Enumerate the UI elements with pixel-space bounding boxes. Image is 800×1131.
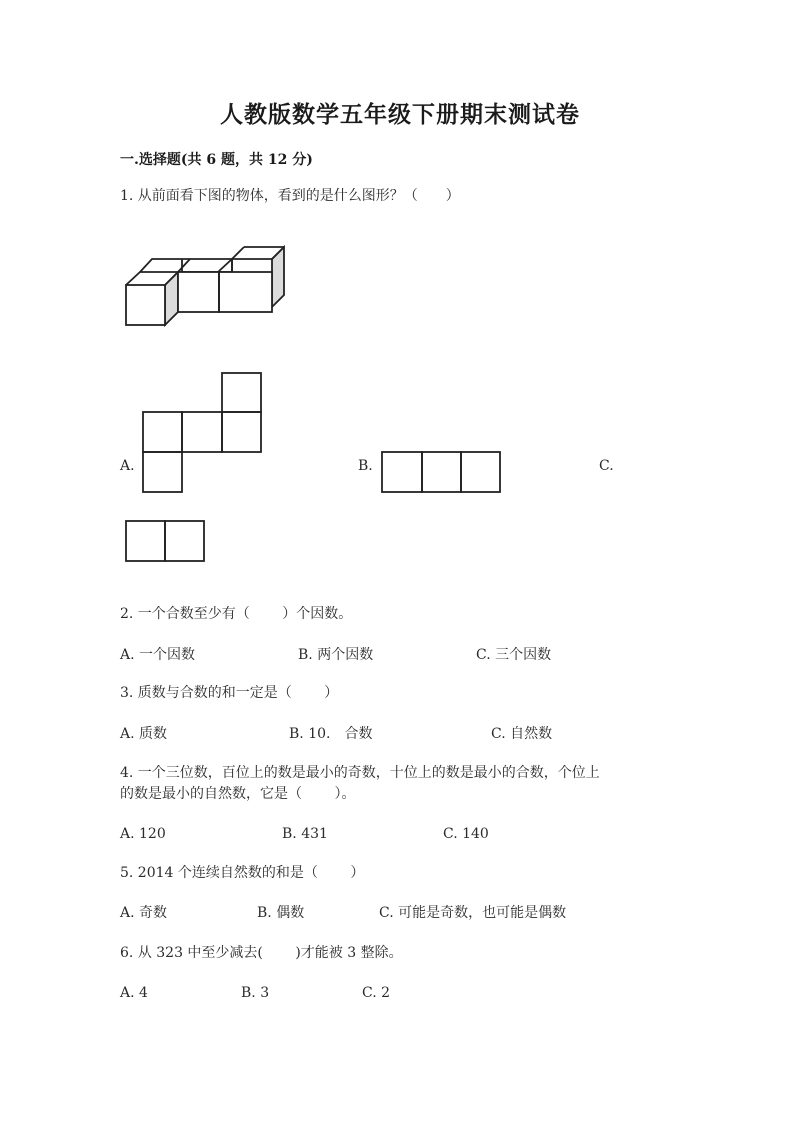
q2-option-c[interactable]: C. 三个因数	[476, 647, 552, 663]
q2-option-b[interactable]: B. 两个因数	[298, 647, 374, 663]
q3-option-c[interactable]: C. 自然数	[491, 726, 553, 742]
question-4-stem-line1: 4. 一个三位数，百位上的数是最小的奇数，十位上的数是最小的合数，个位上	[120, 765, 600, 781]
q6-option-b[interactable]: B. 3	[241, 985, 270, 1001]
question-5-stem: 5. 2014 个连续自然数的和是（ ）	[120, 865, 365, 881]
q6-option-c[interactable]: C. 2	[362, 985, 391, 1001]
question-1-stem: 1. 从前面看下图的物体，看到的是什么图形？（ ）	[120, 188, 460, 204]
question-3-stem: 3. 质数与合数的和一定是（ ）	[120, 685, 339, 701]
question-4-stem-line2: 的数是最小的自然数，它是（ ）。	[120, 786, 356, 802]
q1-option-b-label[interactable]: B.	[358, 458, 373, 474]
q1-option-a-label[interactable]: A.	[120, 458, 135, 474]
q4-option-c[interactable]: C. 140	[443, 826, 489, 842]
question-6-stem: 6. 从 323 中至少减去( )才能被 3 整除。	[120, 945, 403, 961]
q6-option-a[interactable]: A. 4	[120, 985, 148, 1001]
page-title: 人教版数学五年级下册期末测试卷	[220, 101, 580, 128]
q5-option-a[interactable]: A. 奇数	[120, 905, 168, 921]
q3-option-a[interactable]: A. 质数	[120, 726, 168, 742]
q5-option-c[interactable]: C. 可能是奇数，也可能是偶数	[379, 905, 567, 921]
q4-option-b[interactable]: B. 431	[282, 826, 328, 842]
q2-option-a[interactable]: A. 一个因数	[120, 647, 196, 663]
q1-option-c-label[interactable]: C.	[599, 458, 614, 474]
q5-option-b[interactable]: B. 偶数	[257, 905, 305, 921]
section-heading: 一.选择题(共 6 题，共 12 分)	[120, 152, 313, 168]
question-2-stem: 2. 一个合数至少有（ ）个因数。	[120, 606, 353, 622]
q3-option-b[interactable]: B. 10. 合数	[289, 726, 373, 742]
q4-option-a[interactable]: A. 120	[120, 826, 166, 842]
